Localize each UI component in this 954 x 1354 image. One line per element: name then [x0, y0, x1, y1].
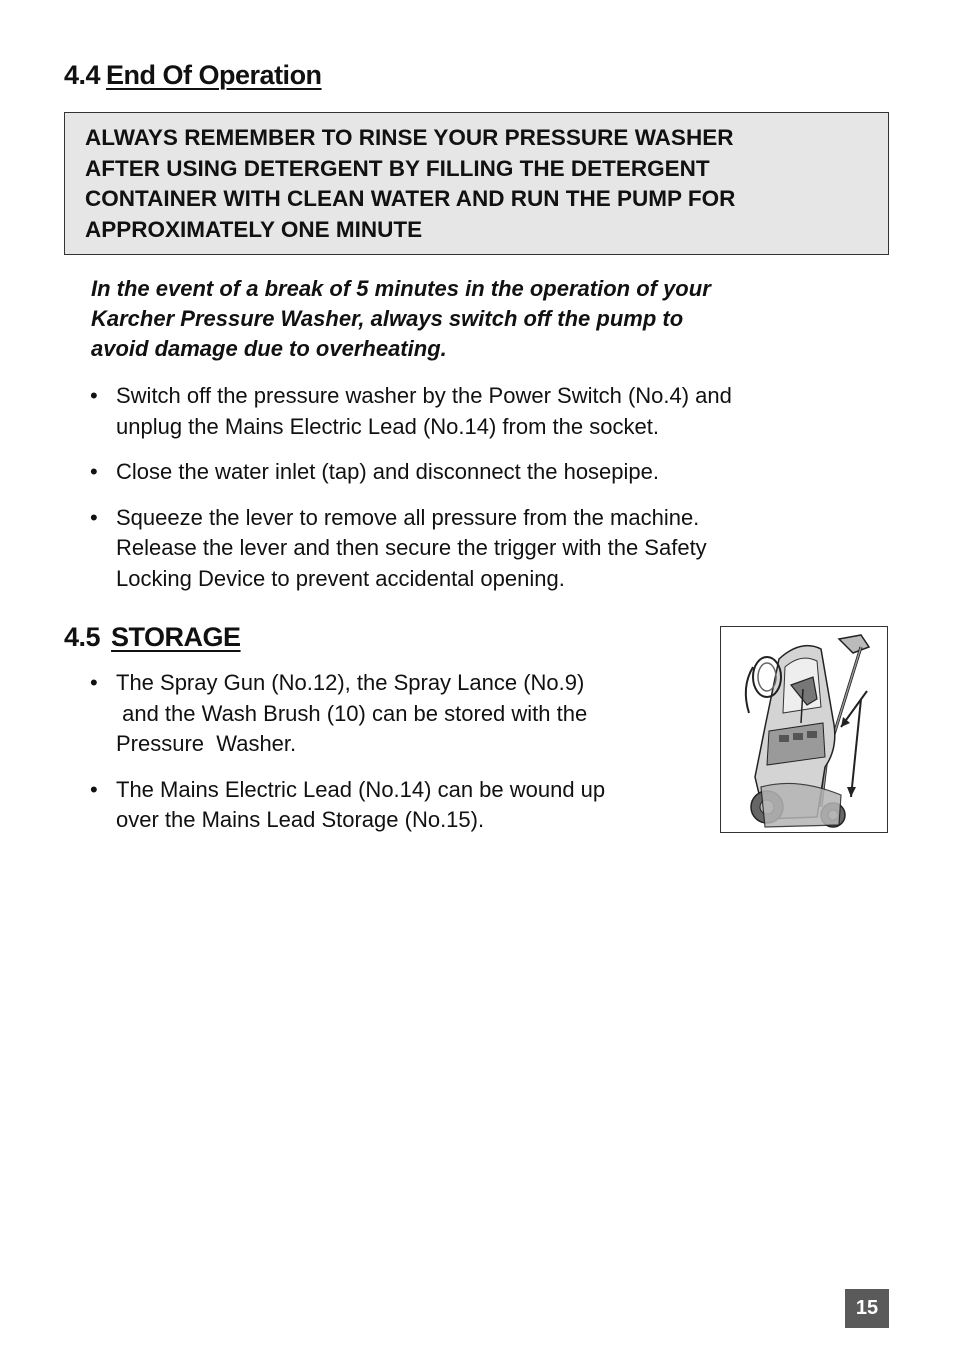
section-4-5-heading	[64, 622, 241, 653]
section-4-4-heading	[64, 60, 322, 91]
storage-steps	[90, 668, 690, 851]
list-item-line: unplug the Mains Electric Lead (No.14) from the socket.	[116, 413, 659, 439]
list-item	[90, 381, 850, 442]
bullet-icon: •	[90, 776, 98, 802]
warning-line: CONTAINER WITH CLEAN WATER AND RUN THE PUMP FOR	[85, 186, 736, 211]
bullet-icon: •	[90, 459, 98, 484]
pressure-washer-icon	[721, 627, 887, 832]
list-item-line: Squeeze the lever to remove all pressure from the machine.	[116, 504, 700, 530]
warning-box	[64, 112, 889, 255]
pressure-washer-illustration	[720, 626, 888, 833]
note-line: Karcher Pressure Washer, always switch off the pump to	[91, 306, 684, 331]
list-item-line: The Mains Electric Lead (No.14) can be wound up	[116, 776, 606, 802]
list-item-line: Locking Device to prevent accidental opening.	[116, 565, 565, 591]
list-item	[90, 457, 850, 488]
page-number-badge: 15	[845, 1289, 889, 1328]
section-title: STORAGE	[111, 622, 241, 652]
list-item-line: Close the water inlet (tap) and disconnect the hosepipe.	[116, 459, 659, 484]
section-number: 4.4	[64, 60, 101, 90]
warning-line: ALWAYS REMEMBER TO RINSE YOUR PRESSURE WASHER	[85, 125, 734, 150]
list-item	[90, 775, 690, 836]
list-item	[90, 503, 850, 595]
section-number: 4.5	[64, 622, 101, 652]
end-of-operation-steps	[90, 381, 850, 609]
warning-line: AFTER USING DETERGENT BY FILLING THE DETERGENT	[85, 155, 710, 181]
overheating-note	[91, 274, 851, 364]
note-line: avoid damage due to overheating.	[91, 336, 447, 361]
list-item-line: over the Mains Lead Storage (No.15).	[116, 807, 485, 832]
bullet-icon: •	[90, 504, 98, 530]
list-item-line: Release the lever and then secure the trigger with the Safety	[116, 535, 707, 560]
warning-line: APPROXIMATELY ONE MINUTE	[85, 216, 423, 242]
list-item-line: Switch off the pressure washer by the Power Switch (No.4) and	[116, 383, 732, 408]
bullet-icon: •	[90, 670, 98, 695]
list-item-line: and the Wash Brush (10) can be stored with the	[116, 700, 588, 726]
list-item	[90, 668, 690, 760]
list-item-line: Pressure Washer.	[116, 731, 297, 756]
note-line: In the event of a break of 5 minutes in the operation of your	[91, 276, 711, 301]
bullet-icon: •	[90, 383, 98, 408]
list-item-line: The Spray Gun (No.12), the Spray Lance (No.9)	[116, 670, 585, 695]
section-title: End Of Operation	[106, 60, 322, 90]
